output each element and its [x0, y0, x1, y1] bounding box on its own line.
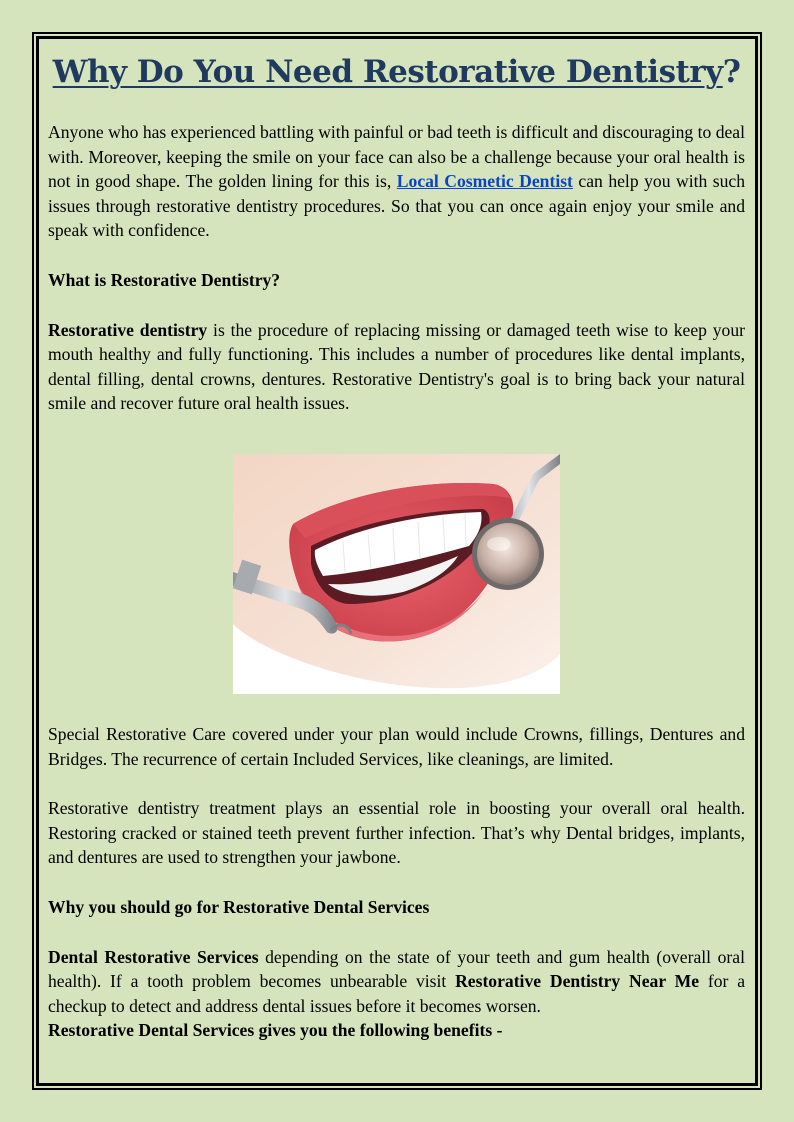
special-care-paragraph: Special Restorative Care covered under your plan would include Crowns, fillings, Dentures and Bridges. The recurrence of certain Included Services, like cleanings, are limited. [48, 723, 745, 769]
intro-text-after: can help you with such issues through restorative dentistry procedures. So that you can once again enjoy your smile and speak with confidence. [48, 171, 746, 241]
section-heading-why: Why you should go for Restorative Dental Services [48, 896, 430, 917]
benefits-line: Restorative Dental Services gives you the following benefits - [48, 1020, 503, 1041]
restorative-bold-lead: Restorative dentistry [48, 319, 208, 340]
services-text-1: depending on the state of your teeth and gum health (overall oral health). If a tooth problem becomes unbearable visit [48, 946, 745, 992]
smile-dental-tools-image [233, 454, 560, 694]
document-body [48, 50, 745, 1043]
intro-paragraph [48, 120, 745, 243]
intro-text-before: Anyone who has experienced battling with painful or bad teeth is difficult and discouraging to deal with. Moreover, keeping the smile on your face can also be a challenge because your oral health is not in good shape. The golden lining for this is, [48, 122, 745, 192]
local-cosmetic-dentist-link[interactable]: Local Cosmetic Dentist [396, 171, 573, 192]
services-text-2: for a checkup to detect and address dental issues before it becomes worsen. [48, 971, 746, 1016]
services-paragraph [48, 945, 745, 1019]
treatment-paragraph: Restorative dentistry treatment plays an essential role in boosting your overall oral health. Restoring cracked or stained teeth prevent further infection. That’s why Dental bridges, implants, and dentures are used to strengthen your jawbone. [48, 798, 745, 868]
page-title-suffix: ? [722, 54, 741, 90]
page-title-text: Why Do You Need Restorative Dentistry [52, 54, 723, 90]
page-title [48, 50, 745, 94]
services-bold-lead: Dental Restorative Services [48, 946, 259, 967]
services-bold-mid: Restorative Dentistry Near Me [455, 971, 700, 992]
restorative-text: is the procedure of replacing missing or damaged teeth wise to keep your mouth healthy and fully functioning. This includes a number of procedures like dental implants, dental filling, dental crowns, dentures. Restorative Dentistry's goal is to bring back your natural smile and recover future oral health issues. [48, 319, 746, 414]
section-heading-what: What is Restorative Dentistry? [48, 269, 281, 290]
restorative-paragraph [48, 318, 745, 416]
